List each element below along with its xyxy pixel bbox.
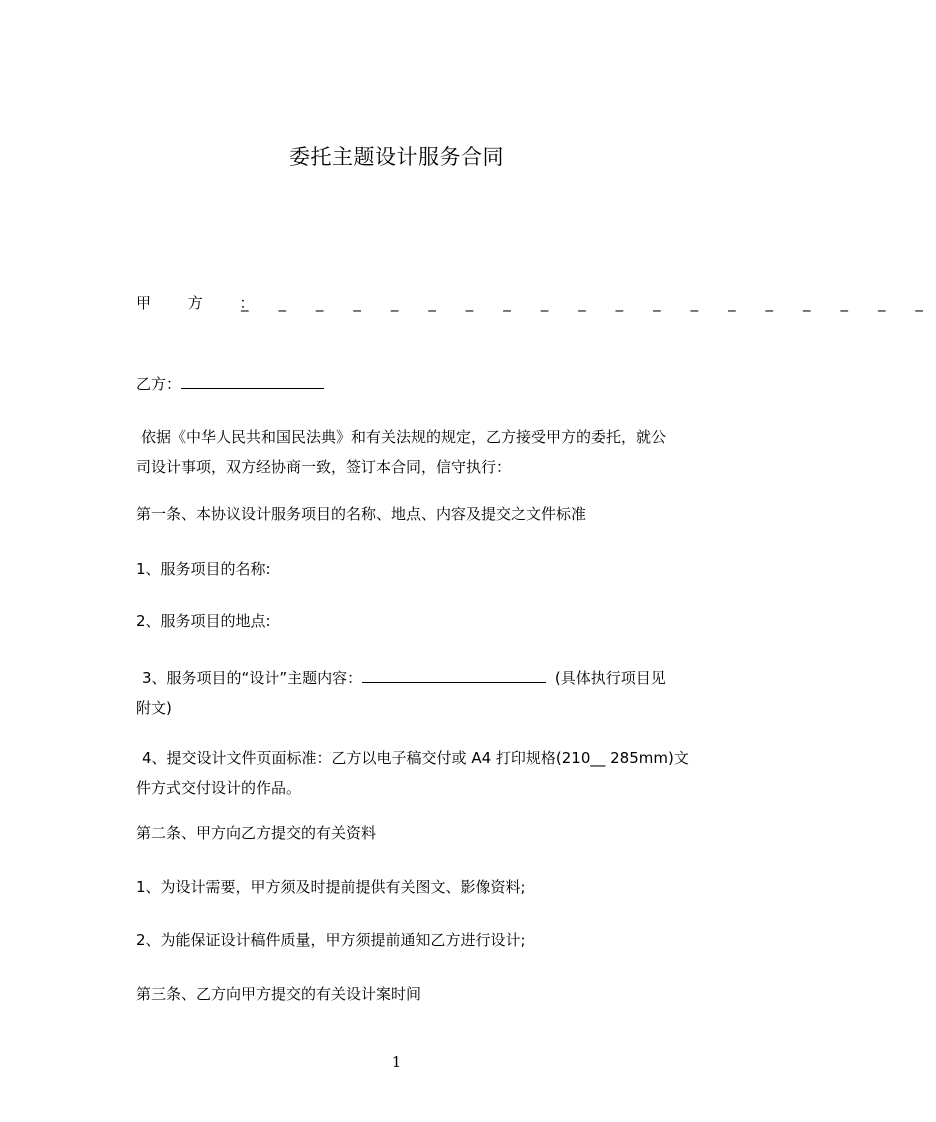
party-b-blank: [181, 372, 324, 389]
article-2-item-1: 1、为设计需要，甲方须及时提前提供有关图文、影像资料;: [136, 878, 526, 896]
item-2: 2、服务项目的地点:: [136, 612, 271, 630]
article-1-heading: 第一条、本协议设计服务项目的名称、地点、内容及提交之文件标准: [136, 505, 587, 523]
page-number: 1: [391, 1053, 402, 1071]
intro-line-1: 依据《中华人民共和国民法典》和有关法规的规定，乙方接受甲方的委托，就公: [141, 428, 667, 446]
item-4-line-2: 件方式交付设计的作品。: [136, 779, 302, 797]
item-3: [136, 663, 704, 723]
party-a-blank: _ _ _ _ _ _ _ _ _ _ _ _ _ _ _ _ _ _ _: [241, 294, 936, 312]
item-3-prefix: 3、服务项目的“设计”主题内容：: [142, 669, 363, 687]
article-2-heading: 第二条、甲方向乙方提交的有关资料: [136, 824, 377, 842]
item-4-line-1: 4、提交设计文件页面标准：乙方以电子稿交付或 A4 打印规格(210__ 285mm)文: [142, 749, 689, 767]
item-3-line-2: 附文): [136, 699, 172, 717]
item-4: [136, 743, 704, 803]
item-3-line-1: [136, 663, 704, 693]
item-1: 1、服务项目的名称:: [136, 560, 271, 578]
article-3-heading: 第三条、乙方向甲方提交的有关设计案时间: [136, 985, 422, 1003]
party-b-label: 乙方：: [136, 375, 182, 393]
item-3-blank: [362, 666, 546, 683]
party-a-line: [136, 290, 936, 316]
document-title: 委托主题设计服务合同: [289, 145, 504, 169]
article-2-item-2: 2、为能保证设计稿件质量，甲方须提前通知乙方进行设计;: [136, 931, 526, 949]
intro-line-2: 司设计事项，双方经协商一致，签订本合同，信守执行：: [136, 458, 512, 476]
intro-paragraph: [136, 422, 704, 482]
item-3-suffix: (具体执行项目见: [554, 669, 666, 687]
party-b-line: [136, 372, 706, 395]
party-a-label: 甲 方 ：: [136, 294, 271, 312]
